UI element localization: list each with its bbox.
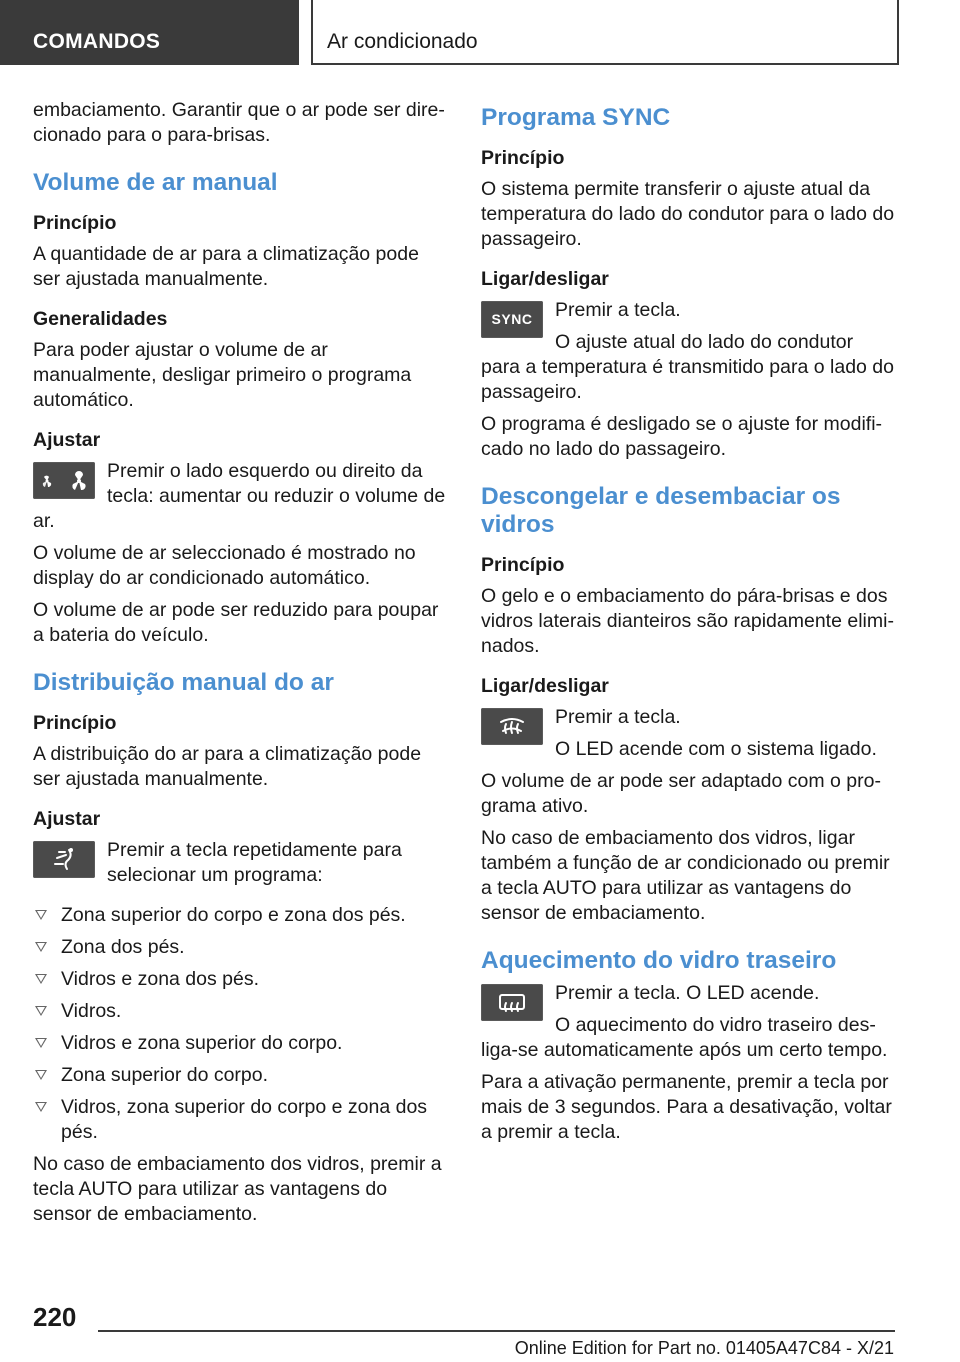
subheading-general: Generalidades — [33, 308, 168, 330]
paragraph: A quantidade de ar para a climatização pode ser ajustada manualmente. — [33, 243, 419, 290]
paragraph: O ajuste atual do lado do condutor para a temperatura é transmitido para o lado do passageiro. — [481, 331, 894, 403]
defrost-key-row — [481, 705, 895, 769]
paragraph: O sistema permite transferir o ajuste atual da temperatura do lado do condutor para o lado do passageiro. — [481, 178, 895, 250]
chapter-tab — [311, 0, 899, 65]
paragraph: Premir a tecla. — [555, 299, 681, 321]
paragraph: Premir a tecla repetidamente para selecionar um programa: — [107, 839, 402, 886]
subheading-adjust: Ajustar — [33, 429, 101, 451]
paragraph: O volume de ar seleccionado é mostrado no display do ar condicionado automático. — [33, 542, 416, 589]
section-title: COMANDOS — [33, 30, 161, 53]
triangle-bullet-icon — [35, 942, 47, 952]
paragraph: No caso de embaciamento dos vidros, premir a tecla AUTO para utilizar as vantagens do sensor de embaciamento. — [33, 1153, 442, 1225]
windshield-defrost-key-icon — [481, 708, 543, 745]
heading-sync-program: Programa SYNC — [481, 104, 671, 131]
paragraph: O LED acende com o sistema ligado. — [555, 738, 877, 760]
triangle-bullet-icon — [35, 910, 47, 920]
sync-key-row — [481, 298, 895, 412]
paragraph: O aquecimento do vidro traseiro desliga-se automaticamente após um certo tempo. — [481, 1014, 888, 1061]
paragraph: O volume de ar pode ser reduzido para poupar a bateria do veículo. — [33, 599, 439, 646]
program-list — [33, 903, 447, 1145]
list-item: Vidros e zona dos pés. — [33, 967, 447, 992]
subheading-principle: Princípio — [33, 712, 117, 734]
sync-key-icon — [481, 301, 543, 338]
left-column — [33, 98, 447, 1234]
paragraph: Premir a tecla. — [555, 706, 681, 728]
paragraph: O gelo e o embaciamento do pára-brisas e dos vidros laterais dianteiros são rapidamente eliminados. — [481, 585, 894, 657]
page-number: 220 — [33, 1302, 77, 1332]
triangle-bullet-icon — [35, 1102, 47, 1112]
subheading-principle: Princípio — [33, 212, 117, 234]
list-item: Zona superior do corpo e zona dos pés. — [33, 903, 447, 928]
list-item: Zona superior do corpo. — [33, 1063, 447, 1088]
subheading-principle: Princípio — [481, 147, 565, 169]
paragraph: O programa é desligado se o ajuste for modificado no lado do passageiro. — [481, 413, 883, 460]
heading-manual-air-volume: Volume de ar manual — [33, 169, 278, 196]
rear-heat-key-row — [481, 981, 895, 1070]
footer-divider — [98, 1330, 895, 1332]
rear-window-heat-key-icon — [481, 984, 543, 1021]
fan-key-row — [33, 459, 447, 541]
paragraph: No caso de embaciamento dos vidros, ligar também a função de ar condicionado ou premir a tecla AUTO para utilizar as vantagens do sensor de embaciamento. — [481, 827, 890, 924]
right-column — [481, 98, 895, 1152]
distribution-key-row — [33, 838, 447, 895]
triangle-bullet-icon — [35, 974, 47, 984]
intro-paragraph: embaciamento. Garantir que o ar pode ser direcionado para o para-brisas. — [33, 99, 445, 146]
subheading-adjust: Ajustar — [33, 808, 101, 830]
list-item: Zona dos pés. — [33, 935, 447, 960]
paragraph: Premir o lado esquerdo ou direito da tecla: aumentar ou reduzir o volume de ar. — [33, 460, 446, 532]
subheading-on-off: Ligar/desligar — [481, 675, 609, 697]
subheading-principle: Princípio — [481, 554, 565, 576]
heading-manual-air-distribution: Distribuição manual do ar — [33, 669, 334, 696]
paragraph: Para a ativação permanente, premir a tecla por mais de 3 segundos. Para a desativação, voltar a premir a tecla. — [481, 1071, 892, 1143]
fan-speed-key-icon — [33, 462, 95, 499]
heading-rear-window-heating: Aquecimento do vidro traseiro — [481, 947, 837, 974]
list-item: Vidros, zona superior do corpo e zona dos pés. — [33, 1095, 447, 1145]
paragraph: Para poder ajustar o volume de ar manualmente, desligar primeiro o programa automático. — [33, 339, 412, 411]
list-item: Vidros. — [33, 999, 447, 1024]
subheading-on-off: Ligar/desligar — [481, 268, 609, 290]
sync-key-label: SYNC — [491, 311, 533, 327]
chapter-title: Ar condicionado — [327, 30, 478, 53]
paragraph: Premir a tecla. O LED acende. — [555, 982, 820, 1004]
section-tab — [0, 0, 299, 65]
paragraph: A distribuição do ar para a climatização pode ser ajustada manualmente. — [33, 743, 422, 790]
air-distribution-key-icon — [33, 841, 95, 878]
footer-edition: Online Edition for Part no. 01405A47C84 - X/21 — [514, 1338, 894, 1358]
triangle-bullet-icon — [35, 1006, 47, 1016]
triangle-bullet-icon — [35, 1070, 47, 1080]
paragraph: O volume de ar pode ser adaptado com o programa ativo. — [481, 770, 881, 817]
triangle-bullet-icon — [35, 1038, 47, 1048]
heading-defrost-windows: Descongelar e desembaciar os vidros — [481, 483, 841, 538]
list-item: Vidros e zona superior do corpo. — [33, 1031, 447, 1056]
